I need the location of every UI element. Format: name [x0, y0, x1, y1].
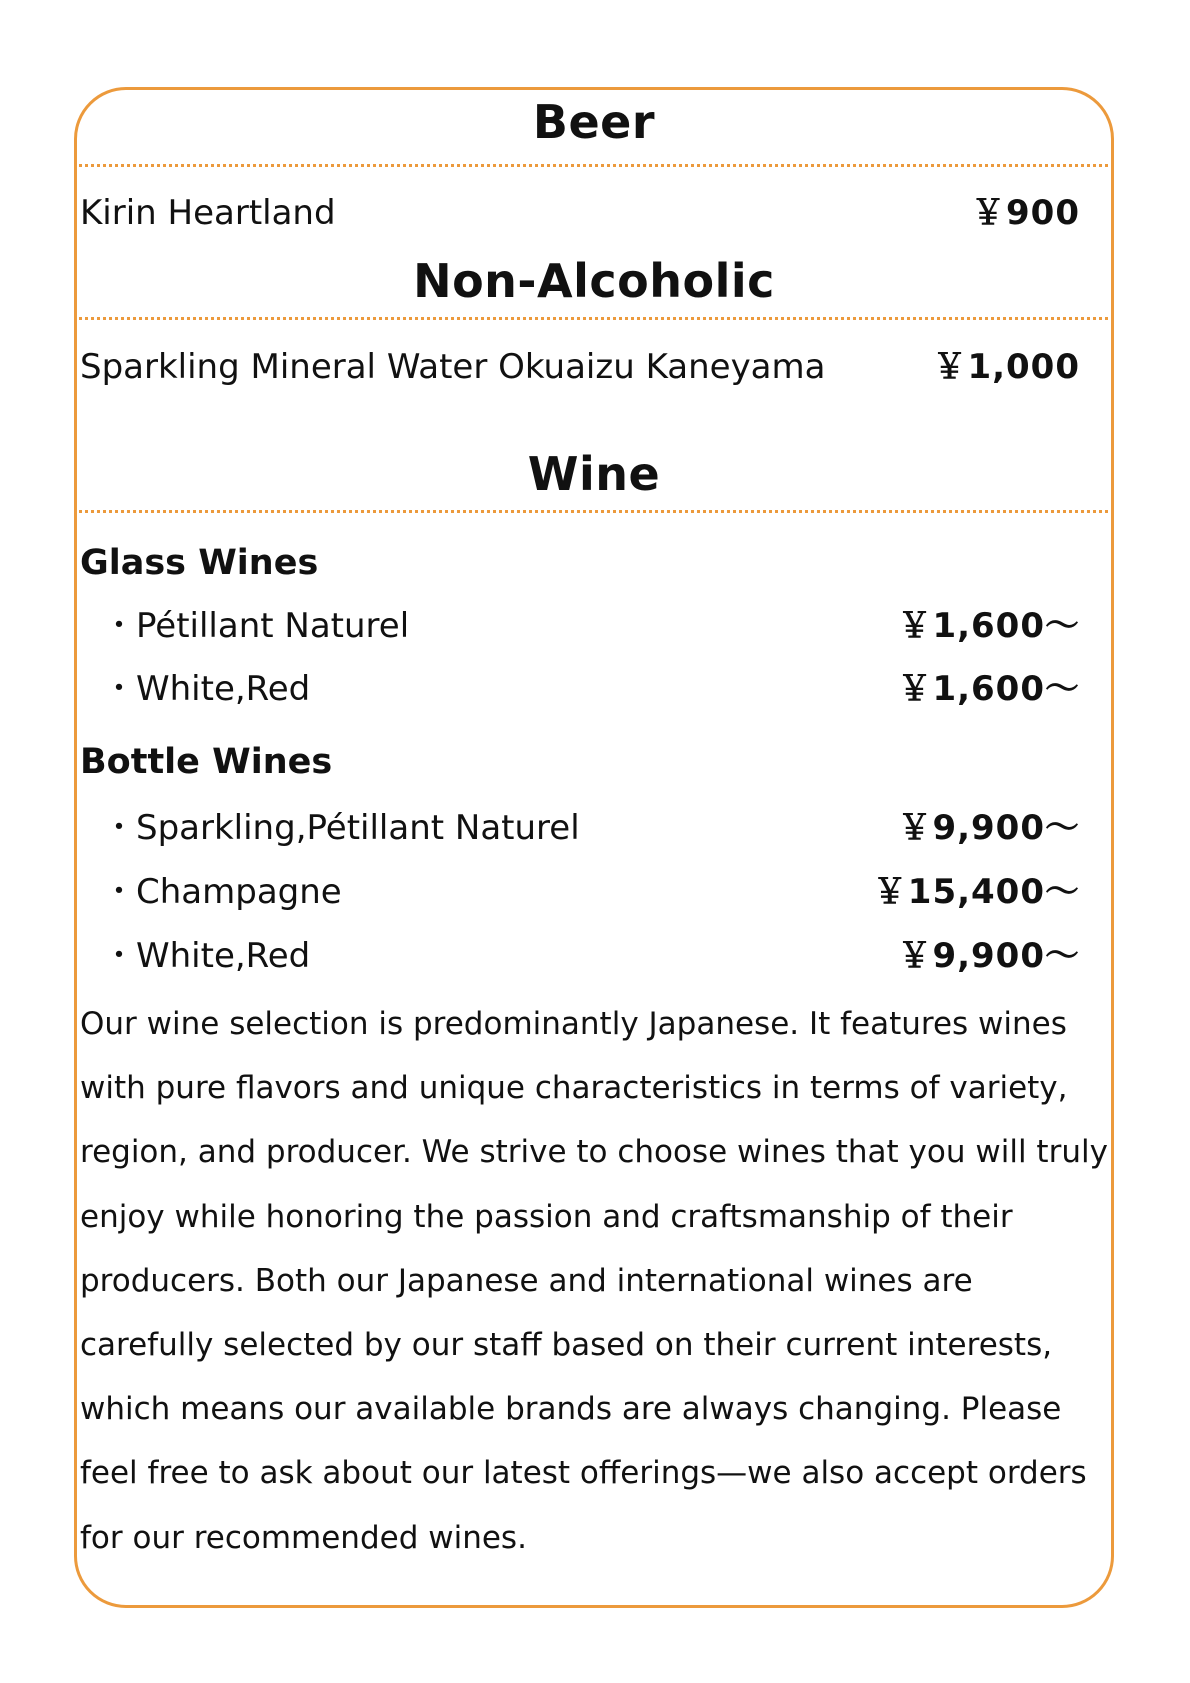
item-price: ￥1,000 — [932, 347, 1080, 387]
section-title-beer: Beer — [532, 95, 656, 149]
menu-item-glass-petillant-naturel — [80, 602, 1080, 650]
item-name: ・White,Red — [102, 669, 311, 709]
item-name: ・White,Red — [102, 936, 311, 976]
item-name: Sparkling Mineral Water Okuaizu Kaneyama — [80, 347, 826, 387]
menu-item-sparkling-water — [80, 343, 1080, 391]
divider-beer — [74, 164, 1114, 167]
divider-wine — [74, 510, 1114, 513]
item-price: ￥15,400～ — [872, 872, 1080, 912]
menu-item-bottle-champagne — [80, 868, 1080, 916]
item-name: ・Champagne — [102, 872, 342, 912]
item-price: ￥9,900～ — [897, 808, 1080, 848]
item-name: Kirin Heartland — [80, 193, 336, 233]
item-price: ￥900 — [971, 193, 1080, 233]
menu-item-bottle-white-red — [80, 932, 1080, 980]
menu-item-bottle-sparkling — [80, 804, 1080, 852]
wine-description: Our wine selection is predominantly Japanese. It features wines with pure flavors and unique characteristics in terms of variety, region, and producer. We strive to choose wines that you will truly enjoy while honoring the passion and craftsmanship of their producers. Both our Japanese and international wines are carefully selected by our staff based on their current interests, which means our available brands are always changing. Please feel free to ask about our latest offerings—we also accept orders for our recommended wines. — [80, 1006, 1108, 1556]
menu-item-kirin-heartland — [80, 189, 1080, 237]
item-price: ￥1,600～ — [897, 669, 1080, 709]
divider-non-alcoholic — [74, 317, 1114, 320]
subheading-bottle-wines: Bottle Wines — [80, 742, 333, 782]
item-name: ・Sparkling,Pétillant Naturel — [102, 808, 580, 848]
item-price: ￥1,600～ — [897, 606, 1080, 646]
item-price: ￥9,900～ — [897, 936, 1080, 976]
menu-item-glass-white-red — [80, 665, 1080, 713]
subheading-glass-wines: Glass Wines — [80, 543, 319, 583]
section-title-non-alcoholic: Non-Alcoholic — [413, 254, 775, 308]
item-name: ・Pétillant Naturel — [102, 606, 410, 646]
section-title-wine: Wine — [527, 447, 661, 501]
